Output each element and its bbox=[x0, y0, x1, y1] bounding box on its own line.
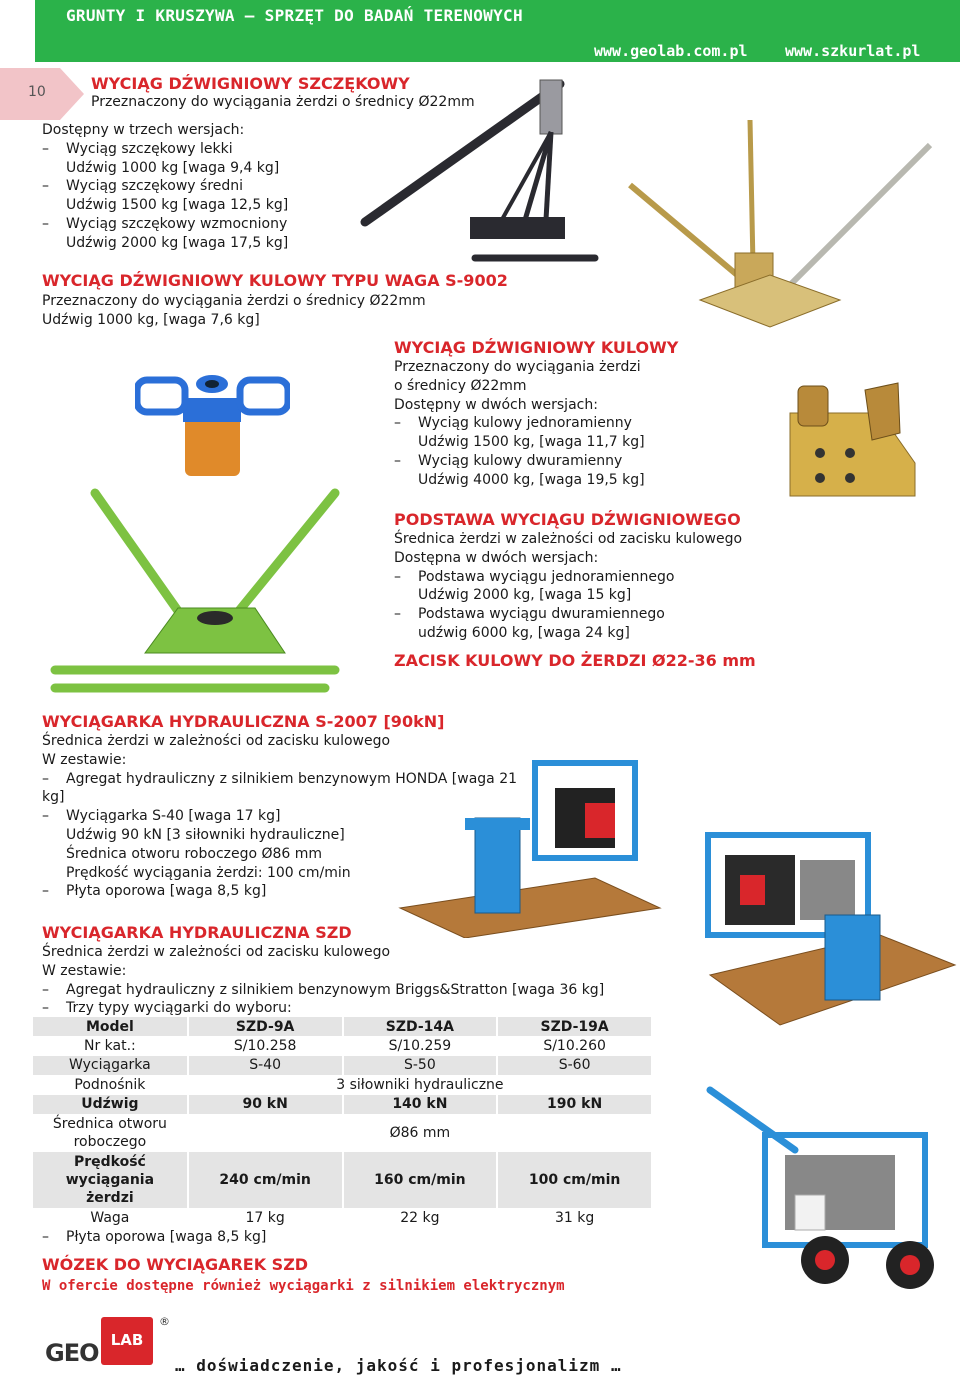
table-cell: Ø86 mm bbox=[188, 1114, 652, 1152]
list-item: – Wyciąg szczękowy wzmocniony bbox=[42, 215, 288, 232]
table-row bbox=[33, 1095, 652, 1114]
s4-line1: Średnica żerdzi w zależności od zacisku kulowego bbox=[394, 531, 743, 547]
s6-title: WYCIĄGARKA HYDRAULICZNA SZD bbox=[42, 923, 352, 942]
table-cell: S-40 bbox=[188, 1056, 343, 1075]
table-cell: 240 cm/min bbox=[188, 1152, 343, 1208]
s6-line1: Średnica żerdzi w zależności od zacisku kulowego bbox=[42, 944, 391, 960]
list-item: – Podstawa wyciągu dwuramiennego bbox=[394, 606, 665, 623]
table-row bbox=[33, 1152, 652, 1208]
jaw-lever-puller-image bbox=[355, 72, 600, 264]
s5-line1: Średnica żerdzi w zależności od zacisku kulowego bbox=[42, 733, 391, 749]
s7-title: WÓZEK DO WYCIĄGAREK SZD bbox=[42, 1255, 309, 1274]
s1-title: WYCIĄG DŹWIGNIOWY SZCZĘKOWY bbox=[91, 74, 410, 93]
list-item: – Wyciąg szczękowy średni bbox=[42, 178, 244, 195]
table-cell: 90 kN bbox=[188, 1095, 343, 1114]
registered-mark: ® bbox=[159, 1315, 170, 1328]
list-item-spec: Prędkość wyciągania żerdzi: 100 cm/min bbox=[66, 864, 351, 881]
table-cell: 17 kg bbox=[188, 1208, 343, 1227]
list-item-spec: Udźwig 1500 kg, [waga 11,7 kg] bbox=[418, 434, 645, 451]
s4-extra: ZACISK KULOWY DO ŻERDZI Ø22-36 mm bbox=[394, 650, 756, 670]
hydraulic-puller-s2007-image bbox=[395, 758, 665, 938]
s7-note: W ofercie dostępne również wyciągarki z silnikiem elektrycznym bbox=[42, 1278, 565, 1294]
s4-title: PODSTAWA WYCIĄGU DŹWIGNIOWEGO bbox=[394, 510, 741, 529]
footer-slogan: … doświadczenie, jakość i profesjonalizm … bbox=[175, 1356, 622, 1375]
table-cell: S-50 bbox=[343, 1056, 498, 1075]
table-cell: 3 siłowniki hydrauliczne bbox=[188, 1075, 652, 1094]
table-cell: Podnośnik bbox=[33, 1075, 188, 1094]
table-cell: SZD-14A bbox=[343, 1017, 498, 1036]
list-item: – Wyciąg kulowy jednoramienny bbox=[394, 415, 632, 432]
list-item-spec: Udźwig 1500 kg [waga 12,5 kg] bbox=[66, 197, 289, 214]
list-item: – Trzy typy wyciągarki do wyboru: bbox=[42, 1000, 292, 1017]
hydraulic-puller-szd-image bbox=[700, 825, 960, 1030]
list-item-spec: Udźwig 2000 kg, [waga 15 kg] bbox=[418, 587, 632, 604]
table-cell: Model bbox=[33, 1017, 188, 1036]
list-item: – Wyciągarka S-40 [waga 17 kg] bbox=[42, 808, 281, 825]
table-cell: SZD-19A bbox=[497, 1017, 652, 1036]
geolab-logo bbox=[45, 1315, 175, 1367]
list-item: – Wyciąg szczękowy lekki bbox=[42, 140, 233, 157]
table-cell: 100 cm/min bbox=[497, 1152, 652, 1208]
list-item: – Agregat hydrauliczny z silnikiem benzynowym HONDA [waga 21 kg] bbox=[42, 770, 518, 806]
list-item-spec: Udźwig 4000 kg, [waga 19,5 kg] bbox=[418, 471, 645, 488]
table-cell: SZD-9A bbox=[188, 1017, 343, 1036]
table-cell: Udźwig bbox=[33, 1095, 188, 1114]
cell-line: Średnica otworu bbox=[52, 1115, 167, 1132]
table-row bbox=[33, 1056, 652, 1075]
cell-line: roboczego bbox=[73, 1133, 147, 1150]
cell-line: żerdzi bbox=[86, 1189, 134, 1206]
s1-subtitle: Przeznaczony do wyciągania żerdzi o średnicy Ø22mm bbox=[91, 94, 475, 110]
s2-line2: Udźwig 1000 kg, [waga 7,6 kg] bbox=[42, 312, 260, 328]
table-row bbox=[33, 1075, 652, 1094]
s2-line1: Przeznaczony do wyciągania żerdzi o średnicy Ø22mm bbox=[42, 293, 426, 309]
table-cell: 31 kg bbox=[497, 1208, 652, 1227]
s3-line2: o średnicy Ø22mm bbox=[394, 377, 527, 394]
url-geolab[interactable]: www.geolab.com.pl bbox=[594, 42, 748, 60]
s1-list bbox=[42, 121, 342, 253]
s3-title: WYCIĄG DŹWIGNIOWY KULOWY bbox=[394, 338, 679, 357]
list-item: – Płyta oporowa [waga 8,5 kg] bbox=[42, 1229, 267, 1245]
logo-lab-badge bbox=[101, 1317, 153, 1365]
list-item-spec: Średnica otworu roboczego Ø86 mm bbox=[66, 845, 323, 862]
table-cell: S/10.259 bbox=[343, 1036, 498, 1055]
s4-block bbox=[394, 510, 914, 671]
table-row bbox=[33, 1114, 652, 1152]
table-cell: Nr kat.: bbox=[33, 1036, 188, 1055]
cell-line: Prędkość bbox=[73, 1153, 146, 1170]
szd-spec-table bbox=[33, 1017, 653, 1227]
ball-clamp-image bbox=[780, 378, 920, 498]
table-row bbox=[33, 1208, 652, 1227]
list-item: – Agregat hydrauliczny z silnikiem benzynowym Briggs&Stratton [waga 36 kg] bbox=[42, 981, 605, 998]
table-row bbox=[33, 1036, 652, 1055]
table-cell: 140 kN bbox=[343, 1095, 498, 1114]
list-item-spec: Udźwig 2000 kg [waga 17,5 kg] bbox=[66, 234, 289, 251]
s5-title: WYCIĄGARKA HYDRAULICZNA S-2007 [90kN] bbox=[42, 712, 445, 731]
s6-intro: W zestawie: bbox=[42, 962, 127, 979]
cell-line: wyciągania bbox=[65, 1171, 155, 1188]
table-cell: Waga bbox=[33, 1208, 188, 1227]
s6-block bbox=[42, 923, 642, 1018]
header-title: GRUNTY I KRUSZYWA – SPRZĘT DO BADAŃ TERENOWYCH bbox=[66, 6, 523, 25]
table-cell: 22 kg bbox=[343, 1208, 498, 1227]
green-lever-puller-image bbox=[50, 488, 340, 698]
url-szkurlat[interactable]: www.szkurlat.pl bbox=[785, 42, 921, 60]
table-cell: S-60 bbox=[497, 1056, 652, 1075]
table-row bbox=[33, 1017, 652, 1036]
table-cell: S/10.260 bbox=[497, 1036, 652, 1055]
table-cell bbox=[33, 1152, 188, 1208]
ball-lever-puller-s9002-image bbox=[135, 368, 290, 480]
list-item: – Podstawa wyciągu jednoramiennego bbox=[394, 568, 675, 585]
list-item: – Wyciąg kulowy dwuramienny bbox=[394, 452, 623, 469]
s4-intro: Dostępna w dwóch wersjach: bbox=[394, 549, 599, 566]
s3-block bbox=[394, 338, 724, 490]
trolley-image bbox=[705, 1075, 955, 1295]
s2-title: WYCIĄG DŹWIGNIOWY KULOWY TYPU WAGA S-9002 bbox=[42, 271, 508, 290]
table-cell: 160 cm/min bbox=[343, 1152, 498, 1208]
table-cell: S/10.258 bbox=[188, 1036, 343, 1055]
s3-line1: Przeznaczony do wyciągania żerdzi bbox=[394, 359, 641, 375]
list-item: – Płyta oporowa [waga 8,5 kg] bbox=[42, 883, 267, 900]
logo-lab: LAB bbox=[110, 1331, 144, 1349]
table-cell: Wyciągarka bbox=[33, 1056, 188, 1075]
s1-intro: Dostępny w trzech wersjach: bbox=[42, 122, 245, 138]
table-cell bbox=[33, 1114, 188, 1152]
lever-puller-base-image bbox=[625, 115, 935, 335]
table-cell: 190 kN bbox=[497, 1095, 652, 1114]
logo-geo: GEO bbox=[45, 1339, 99, 1367]
list-item-spec: Udźwig 90 kN [3 siłowniki hydrauliczne] bbox=[66, 826, 345, 843]
list-item-spec: udźwig 6000 kg, [waga 24 kg] bbox=[418, 624, 630, 641]
s3-intro: Dostępny w dwóch wersjach: bbox=[394, 396, 598, 413]
list-item-spec: Udźwig 1000 kg [waga 9,4 kg] bbox=[66, 159, 280, 176]
page-number: 10 bbox=[28, 84, 46, 100]
s5-intro: W zestawie: bbox=[42, 751, 127, 768]
